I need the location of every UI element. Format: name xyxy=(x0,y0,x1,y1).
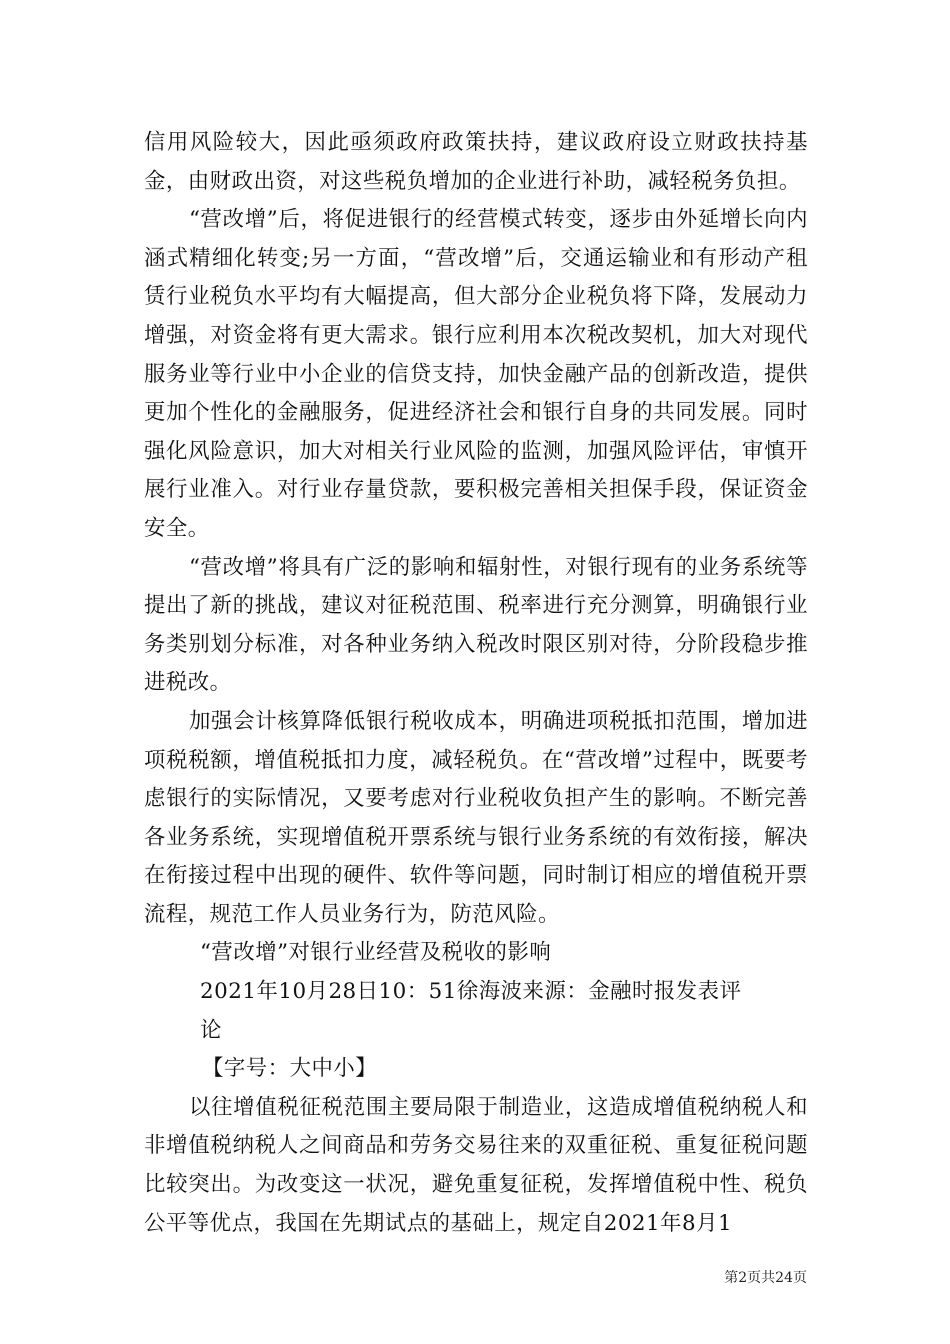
font-size-selector: 【字号：大中小】 xyxy=(202,1056,378,1082)
document-body xyxy=(144,124,808,1243)
paragraph-continuation: 信用风险较大，因此亟须政府政策扶持，建议政府设立财政扶持基金，由财政出资，对这些税负增加的企业进行补助，减轻税务负担。 xyxy=(144,130,808,194)
paragraph-bank-transformation: “营改增”后，将促进银行的经营模式转变，逐步由外延增长向内涵式精细化转变;另一方面，“营改增”后，交通运输业和有形动产租赁行业税负水平均有大幅提高，但大部分企业税负将下降，发展动力增强，对资金将有更大需求。银行应利用本次税改契机，加大对现代服务业等行业中小企业的信贷支持，加快金融产品的创新改造，提供更加个性化的金融服务，促进经济社会和银行自身的共同发展。同时强化风险意识，加大对相关行业风险的监测，加强风险评估，审慎开展行业准入。对行业存量贷款，要积极完善相关担保手段，保证资金安全。 xyxy=(144,207,808,541)
article-title: “营改增”对银行业经营及税收的影响 xyxy=(200,940,552,966)
paragraph-vat-scope: 以往增值税征税范围主要局限于制造业，这造成增值税纳税人和非增值税纳税人之间商品和劳务交易往来的双重征税、重复征税问题比较突出。为改变这一状况，避免重复征税，发挥增值税中性、税负公平等优点，我国在先期试点的基础上，规定自2021年8月1 xyxy=(144,1094,808,1236)
page-number: 第2页共24页 xyxy=(724,1270,807,1286)
paragraph-accounting: 加强会计核算降低银行税收成本，明确进项税抵扣范围，增加进项税税额，增值税抵扣力度，减轻税负。在“营改增”过程中，既要考虑银行的实际情况，又要考虑对行业税收负担产生的影响。不断完善各业务系统，实现增值税开票系统与银行业务系统的有效衔接，解决在衔接过程中出现的硬件、软件等问题，同时制订相应的增值税开票流程，规范工作人员业务行为，防范风险。 xyxy=(144,708,808,927)
article-byline-continuation: 论 xyxy=(200,1017,222,1043)
article-byline: 2021年10月28日10：51徐海波来源：金融时报发表评 xyxy=(200,979,742,1005)
paragraph-systems-challenge: “营改增”将具有广泛的影响和辐射性，对银行现有的业务系统等提出了新的挑战，建议对征税范围、税率进行充分测算，明确银行业务类别划分标准，对各种业务纳入税改时限区别对待，分阶段稳步推进税改。 xyxy=(144,554,808,696)
